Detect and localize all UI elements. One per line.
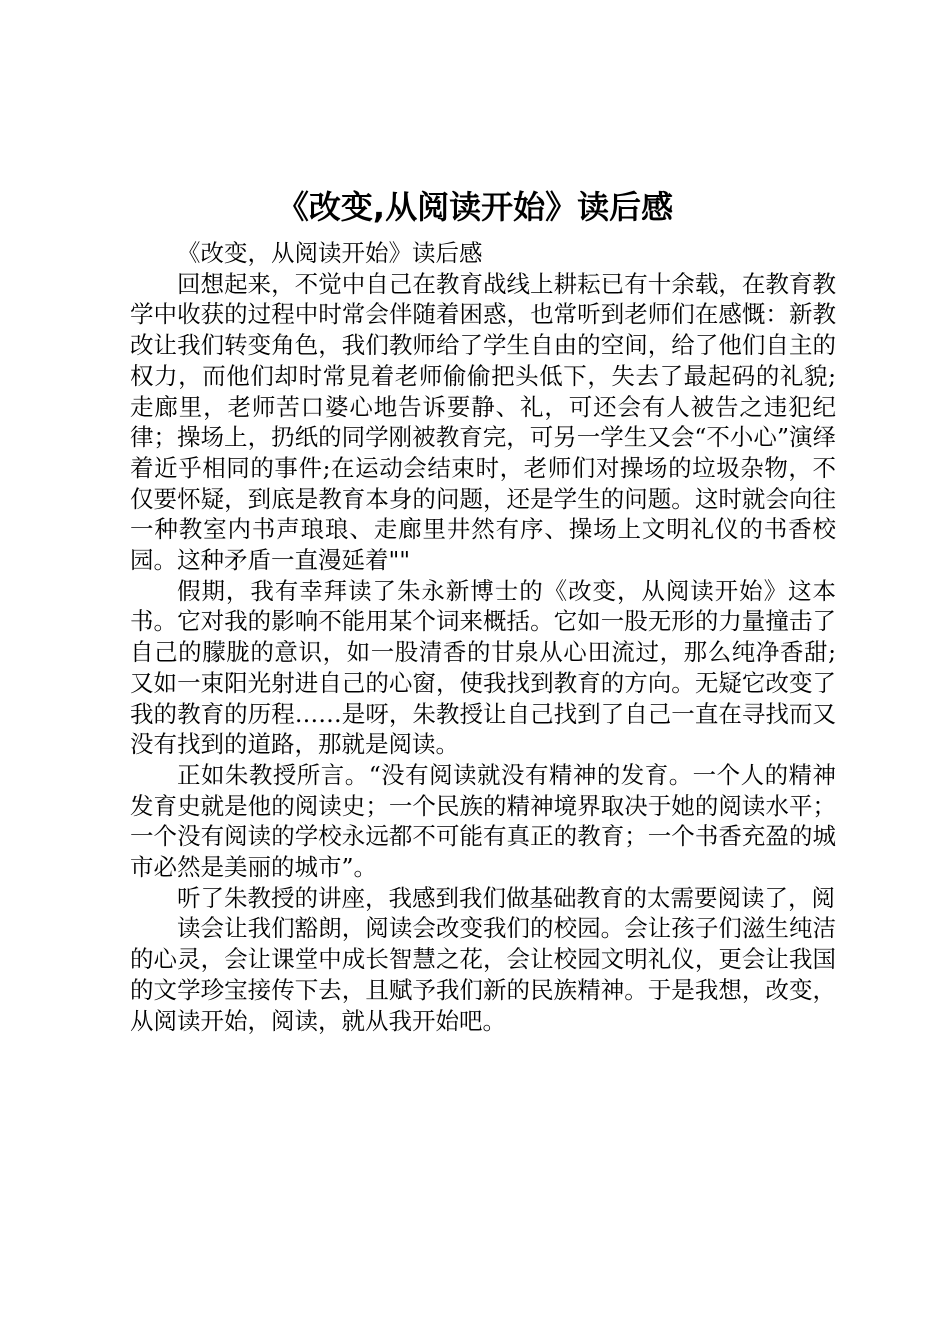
document-title: 《改变,从阅读开始》读后感 — [276, 188, 674, 226]
body-paragraph: 听了朱教授的讲座，我感到我们做基础教育的太需要阅读了，阅 — [177, 883, 835, 912]
body-paragraph-subtitle: 《改变，从阅读开始》读后感 — [177, 239, 483, 267]
body-paragraph: 回想起来，不觉中自己在教育战线上耕耘已有十余载，在教育教学中收获的过程中时常会伴随着困惑，也常听到老师们在感慨：新教改让我们转变角色，我们教师给了学生自由的空间，给了他们自主的权力，而他们却时常見着老师偷偷把头低下，失去了最起码的礼貌;走廊里，老师苦口婆心地告诉要静、礼，可还会有人被告之违犯纪律；操场上，扔纸的同学刚被教育完，可另一学生又会“不小心”演绎着近乎相同的事件;在运动会结束时，老师们对操场的垃圾杂物，不仅要怀疑，到底是教育本身的问题，还是学生的问题。这时就会向往一种教室内书声琅琅、走廊里井然有序、操场上文明礼仪的书香校园。这种矛盾一直漫延着"" — [130, 269, 836, 575]
body-paragraph: 假期，我有幸拜读了朱永新博士的《改变，从阅读开始》这本书。它对我的影响不能用某个词来概括。它如一股无形的力量撞击了自己的朦胧的意识，如一股清香的甘泉从心田流过，那么纯净香甜;又如一束阳光射进自己的心窗，使我找到教育的方向。无疑它改变了我的教育的历程……是呀，朱教授让自己找到了自己一直在寻找而又没有找到的道路，那就是阅读。 — [130, 576, 836, 759]
document-body — [130, 238, 836, 1036]
body-paragraph: 读会让我们豁朗，阅读会改变我们的校园。会让孩子们滋生纯洁的心灵，会让课堂中成长智慧之花，会让校园文明礼仪，更会让我国的文学珍宝接传下去，且赋予我们新的民族精神。于是我想，改变，从阅读开始，阅读，就从我开始吧。 — [130, 914, 836, 1035]
body-paragraph: 正如朱教授所言。“没有阅读就没有精神的发育。一个人的精神发育史就是他的阅读史；一个民族的精神境界取决于她的阅读水平；一个没有阅读的学校永远都不可能有真正的教育；一个书香充盈的城市必然是美丽的城市”。 — [130, 760, 836, 882]
